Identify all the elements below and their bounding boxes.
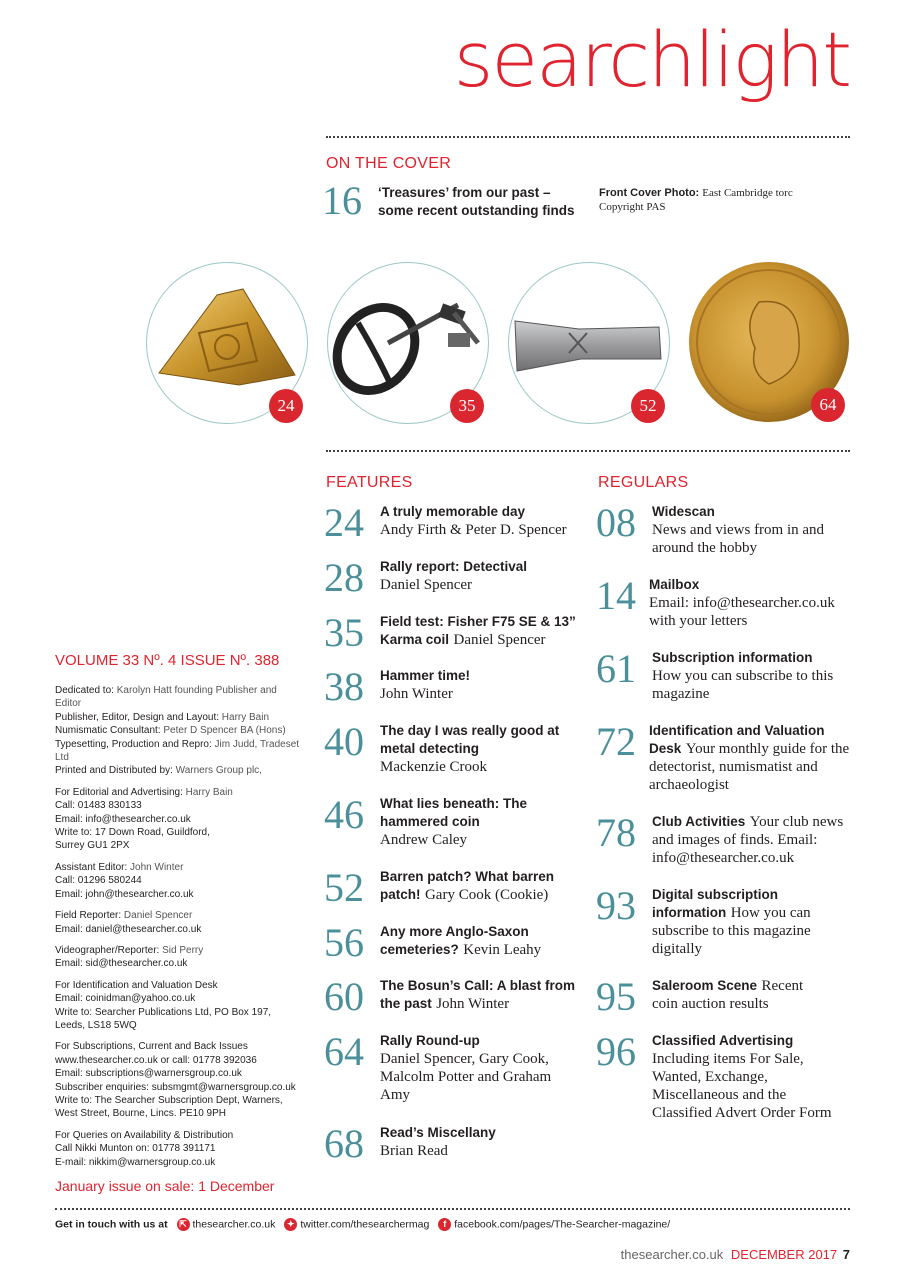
regular-title: Classified Advertising <box>652 1033 794 1048</box>
credits-group <box>55 1129 305 1169</box>
on-cover-title-line1: ‘Treasures’ from our past – <box>378 185 551 200</box>
feature-author: Andrew Caley <box>380 832 468 848</box>
credit-line <box>55 944 305 957</box>
credit-line <box>55 799 305 812</box>
feature-page-number: 40 <box>324 719 364 764</box>
logo-part-light: light <box>694 15 850 104</box>
credit-label: Publisher, Editor, Design and Layout: <box>55 711 219 723</box>
regular-desc: Including items For Sale, Wanted, Exchange, Miscellaneous and the Classified Advert Order Form <box>652 1051 832 1121</box>
feature-page-number: 28 <box>324 555 364 600</box>
front-cover-value: East Cambridge torc <box>702 187 793 199</box>
credit-line <box>55 1019 305 1032</box>
credit-value: Harry Bain <box>221 711 270 723</box>
credit-label: Videographer/Reporter: <box>55 944 160 956</box>
credit-value: John Winter <box>130 861 184 873</box>
features-heading: FEATURES <box>326 474 413 491</box>
footer-site: thesearcher.co.uk <box>620 1247 724 1262</box>
regular-page-number: 95 <box>596 974 636 1019</box>
contact-lead: Get in touch with us at <box>55 1218 168 1231</box>
credit-line <box>55 861 305 874</box>
regulars-heading: REGULARS <box>598 474 689 491</box>
thumbnail-silver-ingot[interactable] <box>508 262 670 424</box>
feature-author: Daniel Spencer, Gary Cook, Malcolm Potter and Graham Amy <box>380 1051 552 1103</box>
regular-title: Widescan <box>652 504 715 519</box>
thumbnail-gold-coin[interactable] <box>689 262 849 422</box>
divider-top <box>326 136 850 138</box>
credit-label: For Editorial and Advertising: <box>55 786 183 798</box>
credit-value: Call: 01296 580244 <box>55 875 142 887</box>
credit-line <box>55 888 305 901</box>
feature-page-number: 38 <box>324 664 364 709</box>
credit-line <box>55 1142 305 1155</box>
credit-label: Typesetting, Production and Repro: <box>55 738 212 750</box>
credit-label: Assistant Editor: <box>55 861 128 873</box>
feature-page-number: 64 <box>324 1029 364 1074</box>
feature-page-number: 52 <box>324 865 364 910</box>
feature-page-number: 60 <box>324 974 364 1019</box>
credit-value: Surrey GU1 2PX <box>55 840 130 852</box>
feature-author: Andy Firth & Peter D. Spencer <box>380 522 567 538</box>
thumbnail-page-badge: 64 <box>811 388 845 422</box>
credit-value: Jim Judd, Tradeset Ltd <box>55 738 300 764</box>
feature-author: Daniel Spencer <box>453 632 546 648</box>
credit-line <box>55 1040 305 1053</box>
credit-line <box>55 874 305 887</box>
credit-line <box>55 1067 305 1080</box>
credits-group <box>55 861 305 901</box>
facebook-icon: f <box>438 1218 451 1231</box>
credits-group <box>55 944 305 971</box>
feature-title: Hammer time! <box>380 668 471 683</box>
on-cover-page-number: 16 <box>322 178 362 223</box>
facebook-link[interactable]: facebook.com/pages/The-Searcher-magazine/ <box>454 1218 671 1231</box>
feature-page-number: 35 <box>324 610 364 655</box>
credit-value: Call: 01483 830133 <box>55 800 142 812</box>
credit-value: Email: subscriptions@warnersgroup.co.uk <box>55 1068 242 1080</box>
credit-value: Peter D Spencer BA (Hons) <box>163 725 286 737</box>
feature-title: Any more Anglo-Saxon cemeteries? <box>380 924 529 957</box>
credit-line <box>55 992 305 1005</box>
contact-bar <box>55 1218 670 1231</box>
credit-line <box>55 826 305 839</box>
feature-page-number: 46 <box>324 792 364 837</box>
credit-value: West Street, Bourne, Lincs. PE10 9PH <box>55 1108 227 1120</box>
regular-page-number: 93 <box>596 883 636 928</box>
regular-page-number: 78 <box>596 810 636 855</box>
page-footer <box>621 1247 850 1262</box>
regular-page-number: 72 <box>596 719 636 764</box>
web-icon: ⇱ <box>177 1218 190 1231</box>
regular-desc: How you can subscribe to this magazine digitally <box>652 905 811 957</box>
credit-line <box>55 1054 305 1067</box>
credit-line <box>55 1081 305 1094</box>
feature-title: The day I was really good at metal detecting <box>380 723 560 756</box>
feature-title: Barren patch? What barren patch! <box>380 869 555 902</box>
credit-label: Field Reporter: <box>55 910 122 922</box>
credit-line <box>55 1129 305 1142</box>
credit-value: www.thesearcher.co.uk or call: 01778 392036 <box>55 1054 257 1066</box>
on-cover-title-line2: some recent outstanding finds <box>378 203 575 218</box>
credits-group <box>55 979 305 1033</box>
regular-desc: Your club news and images of finds. Email: info@thesearcher.co.uk <box>652 814 844 866</box>
credit-label: For Identification and Valuation Desk <box>55 979 218 991</box>
web-link[interactable]: thesearcher.co.uk <box>192 1218 276 1231</box>
regular-title: Saleroom Scene <box>652 978 758 993</box>
thumbnail-page-badge: 52 <box>631 389 665 423</box>
credit-line <box>55 684 305 711</box>
credit-value: Email: john@thesearcher.co.uk <box>55 888 194 900</box>
feature-title: Rally report: Detectival <box>380 559 528 574</box>
thumbnail-metal-detector[interactable] <box>327 262 489 424</box>
feature-author: John Winter <box>380 686 453 702</box>
front-cover-credit <box>599 186 793 214</box>
feature-author: John Winter <box>436 996 510 1012</box>
credit-line <box>55 839 305 852</box>
regular-title: Subscription information <box>652 650 813 665</box>
on-cover-heading: ON THE COVER <box>326 155 452 172</box>
magazine-logo <box>453 15 850 104</box>
credit-value: Write to: Searcher Publications Ltd, PO Box 197, <box>55 1006 272 1018</box>
credit-value: Karolyn Hatt founding Publisher and Editor <box>55 685 277 710</box>
credit-label: Printed and Distributed by: <box>55 765 173 777</box>
credit-value: Daniel Spencer <box>123 910 193 922</box>
credit-value: Harry Bain <box>185 786 233 798</box>
credit-line <box>55 1107 305 1120</box>
credit-label: Numismatic Consultant: <box>55 725 161 737</box>
twitter-link[interactable]: twitter.com/thesearchermag <box>300 1218 430 1231</box>
thumbnail-page-badge: 35 <box>450 389 484 423</box>
feature-author: Mackenzie Crook <box>380 759 488 775</box>
volume-issue: VOLUME 33 Nº. 4 ISSUE Nº. 388 <box>55 652 280 669</box>
credit-label: For Subscriptions, Current and Back Issues <box>55 1041 248 1053</box>
credit-value: E-mail: nikkim@warnersgroup.co.uk <box>55 1156 216 1168</box>
page-number: 7 <box>842 1247 850 1262</box>
regular-desc: Your monthly guide for the detectorist, numismatist and archaeologist <box>649 741 850 793</box>
feature-author: Daniel Spencer <box>380 577 473 593</box>
footer-issue: DECEMBER 2017 <box>730 1247 838 1262</box>
credits-group <box>55 786 305 853</box>
credit-value: Email: sid@thesearcher.co.uk <box>55 958 188 970</box>
feature-author: Gary Cook (Cookie) <box>424 887 549 903</box>
regular-desc: News and views from in and around the hobby <box>652 522 825 556</box>
credit-value: Sid Perry <box>162 944 204 956</box>
credit-value: Email: info@thesearcher.co.uk <box>55 813 191 825</box>
feature-title: The Bosun’s Call: A blast from the past <box>380 978 576 1011</box>
credits-group <box>55 909 305 936</box>
twitter-icon: ✦ <box>284 1218 297 1231</box>
staff-credits <box>55 684 305 1177</box>
regular-page-number: 96 <box>596 1029 636 1074</box>
regular-title: Mailbox <box>649 577 700 592</box>
credit-line <box>55 711 305 724</box>
credit-label: For Queries on Availability & Distribution <box>55 1129 234 1141</box>
credits-group <box>55 1040 305 1120</box>
regular-page-number: 61 <box>596 646 636 691</box>
feature-title: What lies beneath: The hammered coin <box>380 796 528 829</box>
credit-value: Subscriber enquiries: subsmgmt@warnersgroup.co.uk <box>55 1081 296 1093</box>
on-cover-title <box>378 184 575 220</box>
feature-title: Field test: Fisher F75 SE & 13” Karma coil <box>380 614 576 647</box>
regular-title: Digital subscription information <box>652 887 779 920</box>
divider-middle <box>326 450 850 452</box>
feature-title: Read’s Miscellany <box>380 1125 496 1140</box>
credits-group <box>55 684 305 778</box>
credit-line <box>55 957 305 970</box>
credit-value: Write to: The Searcher Subscription Dept, Warners, <box>55 1094 283 1106</box>
credit-label: Dedicated to: <box>55 685 114 696</box>
credit-line <box>55 738 305 765</box>
feature-page-number: 68 <box>324 1121 364 1166</box>
thumbnail-page-badge: 24 <box>269 389 303 423</box>
credit-line <box>55 909 305 922</box>
regular-page-number: 14 <box>596 573 636 618</box>
credit-line <box>55 979 305 992</box>
credit-value: Email: daniel@thesearcher.co.uk <box>55 923 202 935</box>
credit-value: Leeds, LS18 5WQ <box>55 1019 137 1031</box>
credit-line <box>55 786 305 799</box>
feature-page-number: 24 <box>324 500 364 545</box>
front-cover-label: Front Cover Photo: <box>599 187 700 199</box>
credit-value: Warners Group plc, <box>175 765 262 777</box>
regular-desc: Email: info@thesearcher.co.uk with your letters <box>649 595 835 629</box>
thumbnail-gold-ingot[interactable] <box>146 262 308 424</box>
credit-line <box>55 724 305 737</box>
regular-desc: Recent coin auction results <box>652 978 804 1012</box>
credit-value: Call Nikki Munton on: 01778 391171 <box>55 1143 216 1155</box>
regular-title: Club Activities <box>652 814 746 829</box>
regular-title: Identification and Valuation Desk <box>649 723 825 756</box>
credit-line <box>55 923 305 936</box>
feature-page-number: 56 <box>324 920 364 965</box>
credit-line <box>55 1006 305 1019</box>
credit-line <box>55 1156 305 1169</box>
front-cover-copyright: Copyright PAS <box>599 201 666 213</box>
feature-title: Rally Round-up <box>380 1033 480 1048</box>
feature-title: A truly memorable day <box>380 504 526 519</box>
credit-line <box>55 764 305 777</box>
credit-line <box>55 813 305 826</box>
credit-value: Email: coinidman@yahoo.co.uk <box>55 993 196 1005</box>
logo-part-search: search <box>453 15 695 104</box>
credit-value: Write to: 17 Down Road, Guildford, <box>55 827 210 839</box>
feature-author: Brian Read <box>380 1143 448 1159</box>
credit-line <box>55 1094 305 1107</box>
regular-page-number: 08 <box>596 500 636 545</box>
divider-bottom <box>55 1208 850 1210</box>
feature-author: Kevin Leahy <box>463 942 542 958</box>
regular-desc: How you can subscribe to this magazine <box>652 668 834 702</box>
on-sale-notice: January issue on sale: 1 December <box>55 1178 275 1194</box>
